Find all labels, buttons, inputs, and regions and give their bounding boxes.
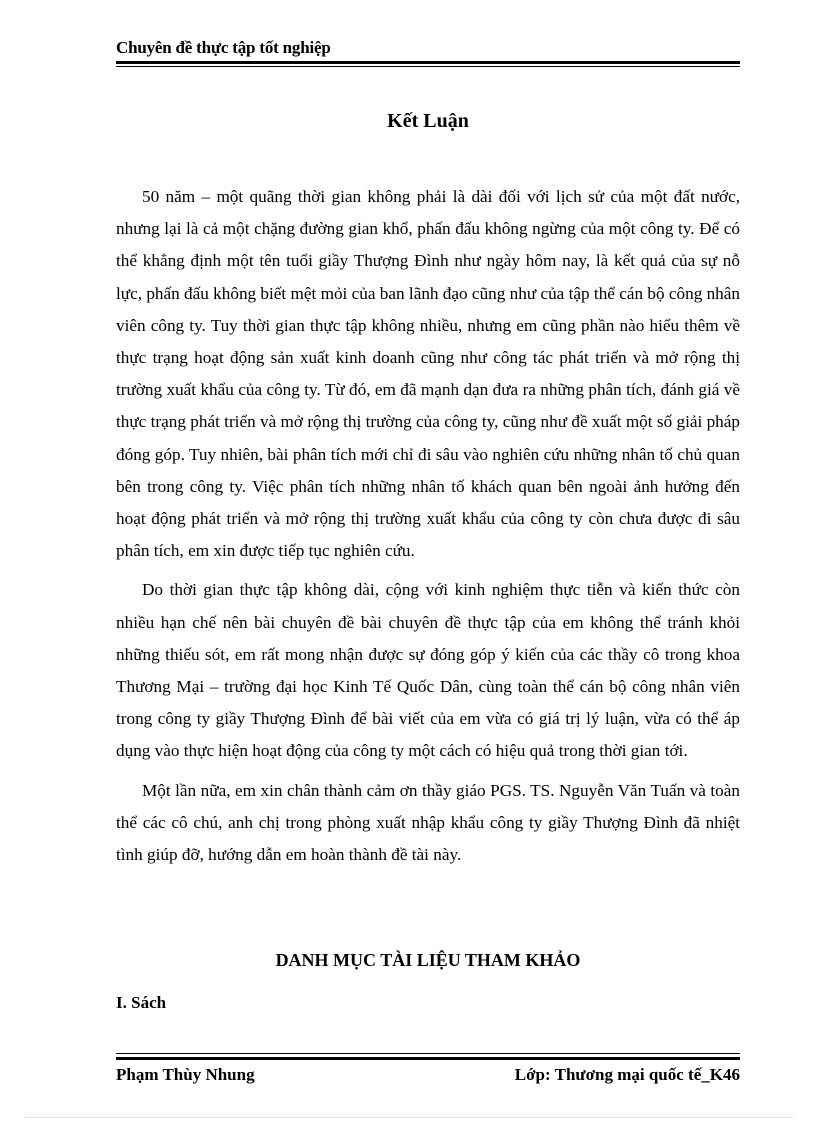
header-title: Chuyên đề thực tập tốt nghiệp: [116, 38, 331, 57]
header-rule-thin: [116, 66, 740, 67]
footer-rule-thin: [116, 1053, 740, 1054]
page-title: Kết Luận: [387, 110, 469, 132]
body-text: [116, 181, 740, 878]
paragraph: Do thời gian thực tập không dài, cộng với kinh nghiệm thực tiễn và kiến thức còn nhiều hạn chế nên bài chuyên đề bài chuyên đề thực tập của em không thể tránh khỏi những thiếu sót, em rất mong nhận được sự đóng góp ý kiến của các thầy cô trong khoa Thương Mại – trường đại học Kinh Tế Quốc Dân, cùng toàn thể cán bộ công nhân viên trong công ty giầy Thượng Đình để bài viết của em vừa có giá trị lý luận, vừa có thể áp dụng vào thực hiện hoạt động của công ty một cách có hiệu quả trong thời gian tới.: [116, 580, 740, 761]
footer-author: Phạm Thùy Nhung: [116, 1065, 255, 1084]
paragraph: Một lần nữa, em xin chân thành cảm ơn thầy giáo PGS. TS. Nguyễn Văn Tuấn và toàn thể các cô chú, anh chị trong phòng xuất nhập khẩu công ty giầy Thượng Đình đã nhiệt tình giúp đỡ, hướng dẫn em hoàn thành đề tài này.: [116, 780, 740, 865]
footer-class: Lớp: Thương mại quốc tế_K46: [514, 1065, 740, 1084]
references-section-label: I. Sách: [116, 993, 167, 1012]
paragraph: 50 năm – một quãng thời gian không phải là dài đối với lịch sử của một đất nước, nhưng lại là cả một chặng đường gian khổ, phấn đấu không ngừng của một công ty. Để có thể khẳng định một tên tuổi giầy Thượng Đình như ngày hôm nay, là kết quả của sự nỗ lực, phấn đấu không biết mệt mỏi của ban lãnh đạo cũng như của tập thể cán bộ công nhân viên công ty. Tuy thời gian thực tập không nhiều, nhưng em cũng phần nào hiểu thêm về thực trạng hoạt động sản xuất kinh doanh cũng như công tác phát triển và mở rộng thị trường xuất khẩu của công ty. Từ đó, em đã mạnh dạn đưa ra những phân tích, đánh giá về thực trạng phát triển và mở rộng thị trường của công ty, cũng như đề xuất một số giải pháp đóng góp. Tuy nhiên, bài phân tích mới chỉ đi sâu vào nghiên cứu những nhân tố chủ quan bên trong công ty. Việc phân tích những nhân tố khách quan bên ngoài ảnh hưởng đến hoạt động phát triển và mở rộng thị trường xuất khẩu của công ty còn chưa được đi sâu phân tích, em xin được tiếp tục nghiên cứu.: [116, 187, 740, 561]
footer-rule-thick: [116, 1057, 740, 1060]
header-rule-thick: [116, 61, 740, 64]
page-edge-divider: [24, 1117, 794, 1118]
references-title: DANH MỤC TÀI LIỆU THAM KHẢO: [275, 950, 581, 970]
